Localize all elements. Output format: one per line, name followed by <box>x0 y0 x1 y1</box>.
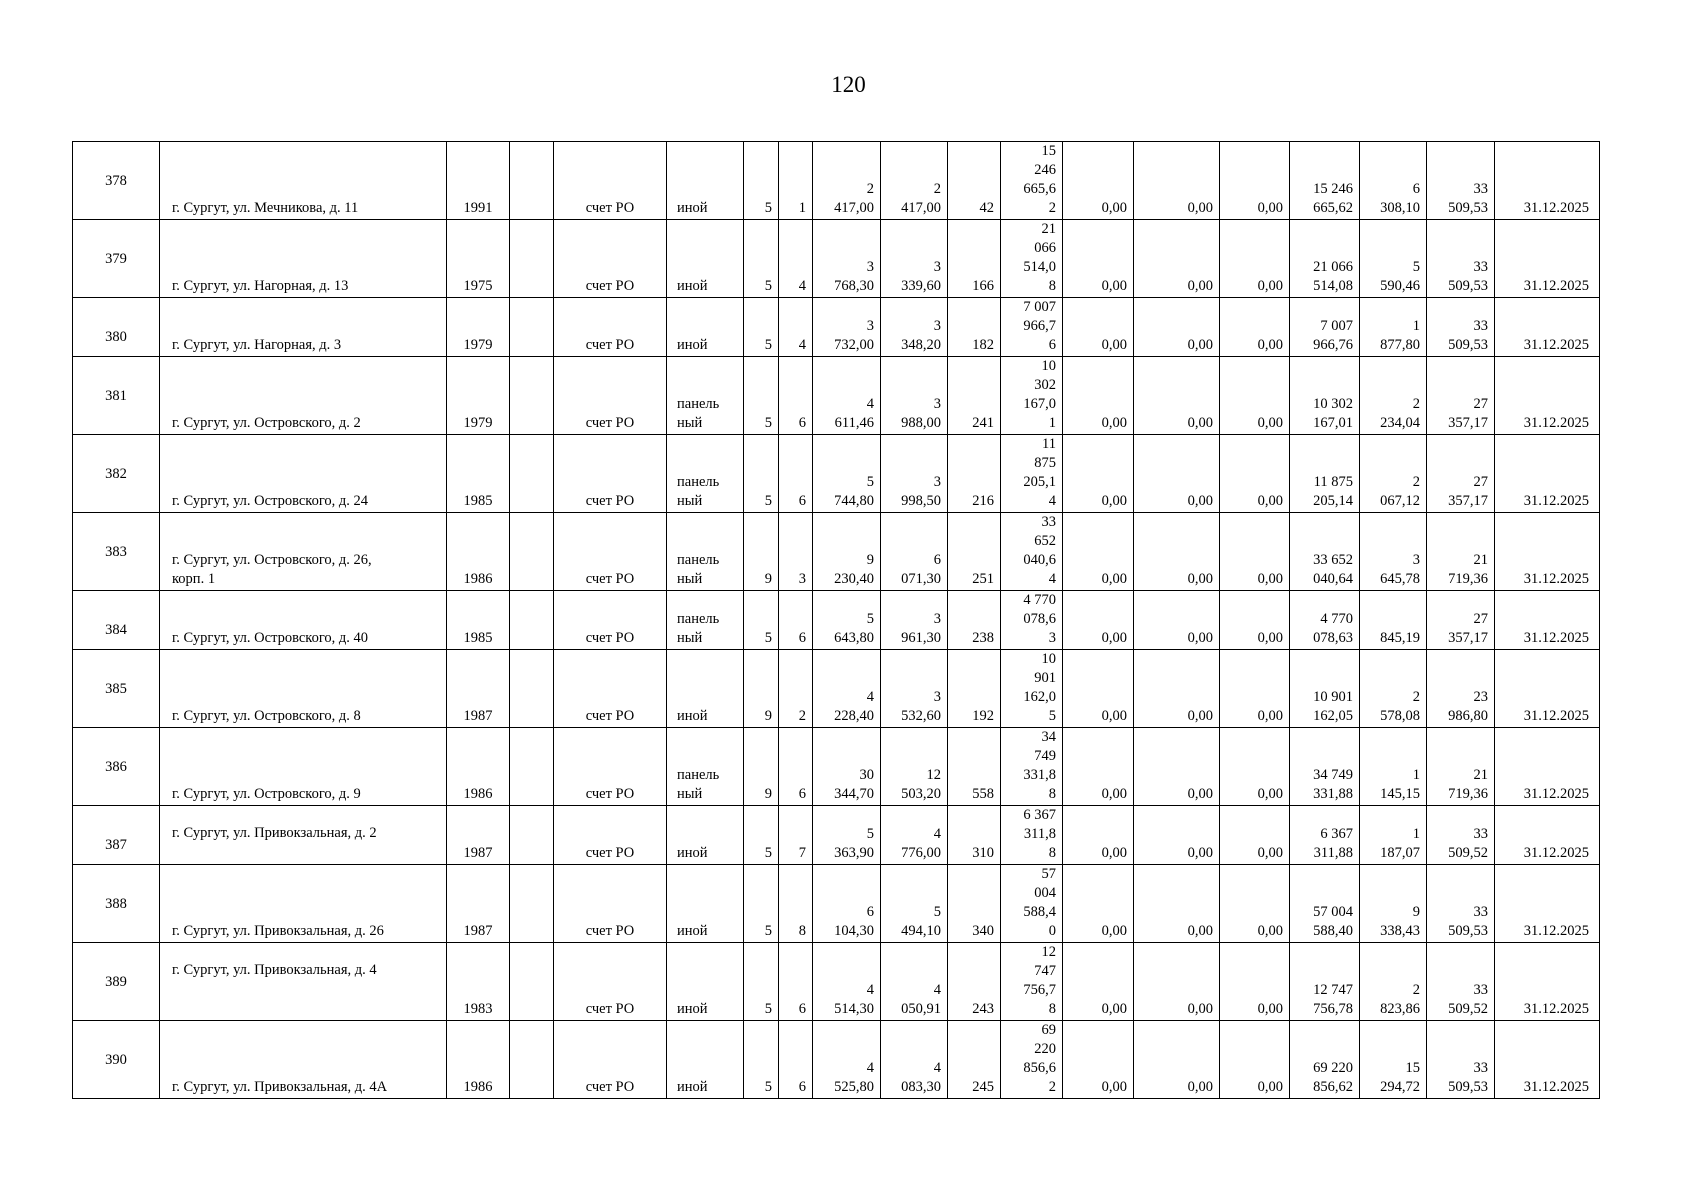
cell-cost-owners: 33 652 040,64 <box>1290 513 1360 591</box>
cell-area-total: 4 228,40 <box>813 650 881 728</box>
cell-cost-total: 69 220 856,6 2 <box>1001 1021 1063 1099</box>
cell-floors: 5 <box>744 142 779 220</box>
cell-row-number: 383 <box>73 513 160 591</box>
cell-residents: 238 <box>948 591 1001 650</box>
cell-deadline: 31.12.2025 <box>1495 435 1600 513</box>
cell-floors: 5 <box>744 865 779 943</box>
cell-area-total: 6 104,30 <box>813 865 881 943</box>
cell-year: 1987 <box>447 650 510 728</box>
table-row <box>73 357 1600 435</box>
cell-entrances: 6 <box>779 435 813 513</box>
cell-cost-total: 12 747 756,7 8 <box>1001 943 1063 1021</box>
cell-row-number: 389 <box>73 943 160 1021</box>
cell-year: 1985 <box>447 591 510 650</box>
cell-residents: 182 <box>948 298 1001 357</box>
table-row <box>73 865 1600 943</box>
cell-cost-regional: 0,00 <box>1134 806 1220 865</box>
cell-area-premises: 3 339,60 <box>881 220 948 298</box>
cell-empty <box>510 650 554 728</box>
cell-fund-method: счет РО <box>554 220 667 298</box>
cell-area-premises: 3 998,50 <box>881 435 948 513</box>
cell-deadline: 31.12.2025 <box>1495 1021 1600 1099</box>
cell-fund-method: счет РО <box>554 650 667 728</box>
cell-cost-federal: 0,00 <box>1063 357 1134 435</box>
cell-deadline: 31.12.2025 <box>1495 650 1600 728</box>
cell-empty <box>510 357 554 435</box>
cell-cost-total: 7 007 966,7 6 <box>1001 298 1063 357</box>
table-row <box>73 142 1600 220</box>
housing-table <box>72 141 1600 1099</box>
cell-cost-local: 0,00 <box>1220 943 1290 1021</box>
cell-row-number: 379 <box>73 220 160 298</box>
cell-deadline: 31.12.2025 <box>1495 142 1600 220</box>
cell-empty <box>510 943 554 1021</box>
cell-cost-local: 0,00 <box>1220 220 1290 298</box>
cell-year: 1991 <box>447 142 510 220</box>
table-row <box>73 513 1600 591</box>
cell-wall-material: иной <box>667 142 744 220</box>
cell-fund-method: счет РО <box>554 435 667 513</box>
table-row <box>73 298 1600 357</box>
cell-cost-local: 0,00 <box>1220 357 1290 435</box>
cell-fund-method: счет РО <box>554 298 667 357</box>
cell-entrances: 1 <box>779 142 813 220</box>
cell-wall-material: панель ный <box>667 435 744 513</box>
cell-residents: 340 <box>948 865 1001 943</box>
cell-empty <box>510 435 554 513</box>
cell-area-total: 9 230,40 <box>813 513 881 591</box>
cell-empty <box>510 142 554 220</box>
cell-cost-regional: 0,00 <box>1134 142 1220 220</box>
cell-address: г. Сургут, ул. Мечникова, д. 11 <box>160 142 447 220</box>
cell-year: 1987 <box>447 806 510 865</box>
cell-address: г. Сургут, ул. Привокзальная, д. 26 <box>160 865 447 943</box>
cell-row-number: 382 <box>73 435 160 513</box>
cell-fund-method: счет РО <box>554 142 667 220</box>
cell-entrances: 6 <box>779 728 813 806</box>
table-row <box>73 220 1600 298</box>
cell-residents: 243 <box>948 943 1001 1021</box>
cell-residents: 216 <box>948 435 1001 513</box>
cell-wall-material: иной <box>667 943 744 1021</box>
cell-limit-per-m2: 23 986,80 <box>1427 650 1495 728</box>
cell-residents: 241 <box>948 357 1001 435</box>
cell-fund-method: счет РО <box>554 865 667 943</box>
cell-cost-regional: 0,00 <box>1134 357 1220 435</box>
cell-cost-per-m2: 1 145,15 <box>1360 728 1427 806</box>
cell-cost-regional: 0,00 <box>1134 513 1220 591</box>
cell-floors: 5 <box>744 220 779 298</box>
cell-cost-regional: 0,00 <box>1134 298 1220 357</box>
cell-residents: 558 <box>948 728 1001 806</box>
cell-area-premises: 3 961,30 <box>881 591 948 650</box>
cell-cost-total: 4 770 078,6 3 <box>1001 591 1063 650</box>
cell-residents: 166 <box>948 220 1001 298</box>
cell-empty <box>510 298 554 357</box>
cell-address: г. Сургут, ул. Привокзальная, д. 2 <box>160 806 447 865</box>
cell-cost-owners: 11 875 205,14 <box>1290 435 1360 513</box>
cell-row-number: 386 <box>73 728 160 806</box>
cell-cost-per-m2: 5 590,46 <box>1360 220 1427 298</box>
cell-cost-per-m2: 1 877,80 <box>1360 298 1427 357</box>
cell-deadline: 31.12.2025 <box>1495 728 1600 806</box>
cell-cost-per-m2: 2 067,12 <box>1360 435 1427 513</box>
cell-cost-local: 0,00 <box>1220 650 1290 728</box>
cell-row-number: 381 <box>73 357 160 435</box>
cell-cost-local: 0,00 <box>1220 806 1290 865</box>
cell-fund-method: счет РО <box>554 1021 667 1099</box>
cell-entrances: 7 <box>779 806 813 865</box>
cell-cost-per-m2: 2 234,04 <box>1360 357 1427 435</box>
cell-cost-total: 34 749 331,8 8 <box>1001 728 1063 806</box>
cell-entrances: 2 <box>779 650 813 728</box>
cell-cost-owners: 12 747 756,78 <box>1290 943 1360 1021</box>
cell-wall-material: панель ный <box>667 591 744 650</box>
cell-fund-method: счет РО <box>554 591 667 650</box>
cell-area-total: 30 344,70 <box>813 728 881 806</box>
cell-area-total: 4 525,80 <box>813 1021 881 1099</box>
cell-wall-material: иной <box>667 650 744 728</box>
cell-fund-method: счет РО <box>554 943 667 1021</box>
cell-year: 1979 <box>447 357 510 435</box>
cell-deadline: 31.12.2025 <box>1495 298 1600 357</box>
cell-empty <box>510 513 554 591</box>
cell-cost-local: 0,00 <box>1220 142 1290 220</box>
cell-area-premises: 3 988,00 <box>881 357 948 435</box>
cell-deadline: 31.12.2025 <box>1495 865 1600 943</box>
table-row <box>73 943 1600 1021</box>
cell-cost-per-m2: 2 578,08 <box>1360 650 1427 728</box>
table-row <box>73 650 1600 728</box>
cell-area-premises: 3 348,20 <box>881 298 948 357</box>
cell-floors: 9 <box>744 513 779 591</box>
cell-wall-material: панель ный <box>667 513 744 591</box>
cell-cost-federal: 0,00 <box>1063 142 1134 220</box>
cell-cost-federal: 0,00 <box>1063 806 1134 865</box>
cell-limit-per-m2: 33 509,53 <box>1427 220 1495 298</box>
cell-wall-material: иной <box>667 1021 744 1099</box>
cell-cost-per-m2: 6 308,10 <box>1360 142 1427 220</box>
cell-entrances: 4 <box>779 298 813 357</box>
cell-year: 1985 <box>447 435 510 513</box>
cell-cost-regional: 0,00 <box>1134 865 1220 943</box>
cell-cost-federal: 0,00 <box>1063 865 1134 943</box>
cell-area-premises: 4 776,00 <box>881 806 948 865</box>
cell-cost-per-m2: 1 187,07 <box>1360 806 1427 865</box>
cell-address: г. Сургут, ул. Островского, д. 8 <box>160 650 447 728</box>
cell-address: г. Сургут, ул. Островского, д. 2 <box>160 357 447 435</box>
cell-deadline: 31.12.2025 <box>1495 357 1600 435</box>
cell-area-total: 2 417,00 <box>813 142 881 220</box>
cell-wall-material: иной <box>667 298 744 357</box>
cell-address: г. Сургут, ул. Островского, д. 24 <box>160 435 447 513</box>
cell-limit-per-m2: 21 719,36 <box>1427 513 1495 591</box>
cell-row-number: 387 <box>73 806 160 865</box>
page-number: 120 <box>831 72 866 97</box>
table-row <box>73 728 1600 806</box>
cell-cost-per-m2: 2 823,86 <box>1360 943 1427 1021</box>
cell-wall-material: панель ный <box>667 728 744 806</box>
cell-wall-material: панель ный <box>667 357 744 435</box>
cell-limit-per-m2: 21 719,36 <box>1427 728 1495 806</box>
cell-cost-local: 0,00 <box>1220 513 1290 591</box>
table-row <box>73 435 1600 513</box>
cell-empty <box>510 220 554 298</box>
cell-row-number: 390 <box>73 1021 160 1099</box>
cell-cost-owners: 21 066 514,08 <box>1290 220 1360 298</box>
cell-cost-local: 0,00 <box>1220 1021 1290 1099</box>
cell-year: 1987 <box>447 865 510 943</box>
cell-limit-per-m2: 33 509,53 <box>1427 298 1495 357</box>
cell-cost-regional: 0,00 <box>1134 650 1220 728</box>
cell-residents: 42 <box>948 142 1001 220</box>
cell-cost-owners: 10 302 167,01 <box>1290 357 1360 435</box>
cell-floors: 5 <box>744 298 779 357</box>
cell-limit-per-m2: 33 509,53 <box>1427 1021 1495 1099</box>
cell-year: 1975 <box>447 220 510 298</box>
cell-limit-per-m2: 33 509,52 <box>1427 806 1495 865</box>
cell-limit-per-m2: 33 509,53 <box>1427 142 1495 220</box>
cell-year: 1986 <box>447 728 510 806</box>
cell-address: г. Сургут, ул. Привокзальная, д. 4 <box>160 943 447 1021</box>
cell-cost-owners: 69 220 856,62 <box>1290 1021 1360 1099</box>
cell-cost-local: 0,00 <box>1220 865 1290 943</box>
cell-floors: 5 <box>744 806 779 865</box>
cell-cost-total: 10 302 167,0 1 <box>1001 357 1063 435</box>
cell-entrances: 8 <box>779 865 813 943</box>
cell-area-total: 5 363,90 <box>813 806 881 865</box>
cell-cost-per-m2: 15 294,72 <box>1360 1021 1427 1099</box>
cell-cost-total: 10 901 162,0 5 <box>1001 650 1063 728</box>
cell-empty <box>510 591 554 650</box>
cell-year: 1979 <box>447 298 510 357</box>
cell-cost-owners: 10 901 162,05 <box>1290 650 1360 728</box>
cell-address: г. Сургут, ул. Нагорная, д. 13 <box>160 220 447 298</box>
cell-area-premises: 12 503,20 <box>881 728 948 806</box>
cell-cost-regional: 0,00 <box>1134 1021 1220 1099</box>
cell-address: г. Сургут, ул. Островского, д. 26, корп. 1 <box>160 513 447 591</box>
cell-cost-regional: 0,00 <box>1134 943 1220 1021</box>
cell-row-number: 388 <box>73 865 160 943</box>
cell-cost-owners: 34 749 331,88 <box>1290 728 1360 806</box>
cell-cost-per-m2: 845,19 <box>1360 591 1427 650</box>
cell-deadline: 31.12.2025 <box>1495 806 1600 865</box>
cell-area-premises: 4 050,91 <box>881 943 948 1021</box>
cell-area-total: 4 611,46 <box>813 357 881 435</box>
cell-area-total: 3 768,30 <box>813 220 881 298</box>
cell-cost-federal: 0,00 <box>1063 591 1134 650</box>
cell-fund-method: счет РО <box>554 728 667 806</box>
cell-address: г. Сургут, ул. Нагорная, д. 3 <box>160 298 447 357</box>
table-row <box>73 1021 1600 1099</box>
cell-cost-federal: 0,00 <box>1063 513 1134 591</box>
cell-area-premises: 2 417,00 <box>881 142 948 220</box>
cell-cost-owners: 6 367 311,88 <box>1290 806 1360 865</box>
cell-cost-federal: 0,00 <box>1063 298 1134 357</box>
cell-area-total: 5 643,80 <box>813 591 881 650</box>
cell-cost-regional: 0,00 <box>1134 591 1220 650</box>
cell-year: 1986 <box>447 513 510 591</box>
cell-entrances: 6 <box>779 357 813 435</box>
cell-deadline: 31.12.2025 <box>1495 513 1600 591</box>
cell-cost-federal: 0,00 <box>1063 220 1134 298</box>
cell-deadline: 31.12.2025 <box>1495 943 1600 1021</box>
cell-cost-per-m2: 3 645,78 <box>1360 513 1427 591</box>
cell-cost-local: 0,00 <box>1220 435 1290 513</box>
cell-cost-per-m2: 9 338,43 <box>1360 865 1427 943</box>
cell-area-premises: 5 494,10 <box>881 865 948 943</box>
cell-cost-regional: 0,00 <box>1134 220 1220 298</box>
cell-entrances: 4 <box>779 220 813 298</box>
cell-cost-owners: 15 246 665,62 <box>1290 142 1360 220</box>
cell-cost-local: 0,00 <box>1220 728 1290 806</box>
cell-row-number: 385 <box>73 650 160 728</box>
cell-cost-total: 15 246 665,6 2 <box>1001 142 1063 220</box>
cell-area-total: 3 732,00 <box>813 298 881 357</box>
cell-fund-method: счет РО <box>554 357 667 435</box>
cell-limit-per-m2: 27 357,17 <box>1427 357 1495 435</box>
cell-empty <box>510 728 554 806</box>
cell-area-premises: 6 071,30 <box>881 513 948 591</box>
cell-area-premises: 4 083,30 <box>881 1021 948 1099</box>
cell-residents: 245 <box>948 1021 1001 1099</box>
cell-floors: 5 <box>744 1021 779 1099</box>
cell-cost-federal: 0,00 <box>1063 435 1134 513</box>
cell-residents: 310 <box>948 806 1001 865</box>
cell-cost-owners: 7 007 966,76 <box>1290 298 1360 357</box>
cell-cost-federal: 0,00 <box>1063 1021 1134 1099</box>
table-row <box>73 806 1600 865</box>
cell-limit-per-m2: 27 357,17 <box>1427 435 1495 513</box>
cell-limit-per-m2: 27 357,17 <box>1427 591 1495 650</box>
cell-row-number: 380 <box>73 298 160 357</box>
cell-cost-regional: 0,00 <box>1134 435 1220 513</box>
cell-address: г. Сургут, ул. Островского, д. 40 <box>160 591 447 650</box>
cell-floors: 9 <box>744 728 779 806</box>
cell-cost-federal: 0,00 <box>1063 650 1134 728</box>
cell-empty <box>510 1021 554 1099</box>
cell-area-premises: 3 532,60 <box>881 650 948 728</box>
cell-cost-total: 21 066 514,0 8 <box>1001 220 1063 298</box>
cell-cost-owners: 57 004 588,40 <box>1290 865 1360 943</box>
cell-floors: 9 <box>744 650 779 728</box>
cell-fund-method: счет РО <box>554 513 667 591</box>
cell-fund-method: счет РО <box>554 806 667 865</box>
cell-cost-local: 0,00 <box>1220 591 1290 650</box>
cell-deadline: 31.12.2025 <box>1495 591 1600 650</box>
cell-cost-total: 33 652 040,6 4 <box>1001 513 1063 591</box>
cell-residents: 251 <box>948 513 1001 591</box>
cell-year: 1986 <box>447 1021 510 1099</box>
cell-wall-material: иной <box>667 806 744 865</box>
cell-limit-per-m2: 33 509,52 <box>1427 943 1495 1021</box>
cell-empty <box>510 865 554 943</box>
cell-limit-per-m2: 33 509,53 <box>1427 865 1495 943</box>
cell-entrances: 6 <box>779 943 813 1021</box>
cell-residents: 192 <box>948 650 1001 728</box>
table-body <box>73 142 1600 1099</box>
cell-address: г. Сургут, ул. Островского, д. 9 <box>160 728 447 806</box>
cell-floors: 5 <box>744 943 779 1021</box>
cell-entrances: 6 <box>779 591 813 650</box>
cell-row-number: 378 <box>73 142 160 220</box>
table-row <box>73 591 1600 650</box>
cell-cost-federal: 0,00 <box>1063 943 1134 1021</box>
cell-floors: 5 <box>744 357 779 435</box>
cell-floors: 5 <box>744 591 779 650</box>
cell-cost-federal: 0,00 <box>1063 728 1134 806</box>
cell-area-total: 4 514,30 <box>813 943 881 1021</box>
cell-address: г. Сургут, ул. Привокзальная, д. 4А <box>160 1021 447 1099</box>
cell-entrances: 6 <box>779 1021 813 1099</box>
cell-wall-material: иной <box>667 865 744 943</box>
cell-cost-owners: 4 770 078,63 <box>1290 591 1360 650</box>
cell-area-total: 5 744,80 <box>813 435 881 513</box>
cell-cost-total: 57 004 588,4 0 <box>1001 865 1063 943</box>
cell-cost-total: 11 875 205,1 4 <box>1001 435 1063 513</box>
cell-floors: 5 <box>744 435 779 513</box>
cell-cost-regional: 0,00 <box>1134 728 1220 806</box>
cell-row-number: 384 <box>73 591 160 650</box>
cell-wall-material: иной <box>667 220 744 298</box>
cell-entrances: 3 <box>779 513 813 591</box>
cell-cost-total: 6 367 311,8 8 <box>1001 806 1063 865</box>
cell-cost-local: 0,00 <box>1220 298 1290 357</box>
cell-deadline: 31.12.2025 <box>1495 220 1600 298</box>
cell-year: 1983 <box>447 943 510 1021</box>
cell-empty <box>510 806 554 865</box>
